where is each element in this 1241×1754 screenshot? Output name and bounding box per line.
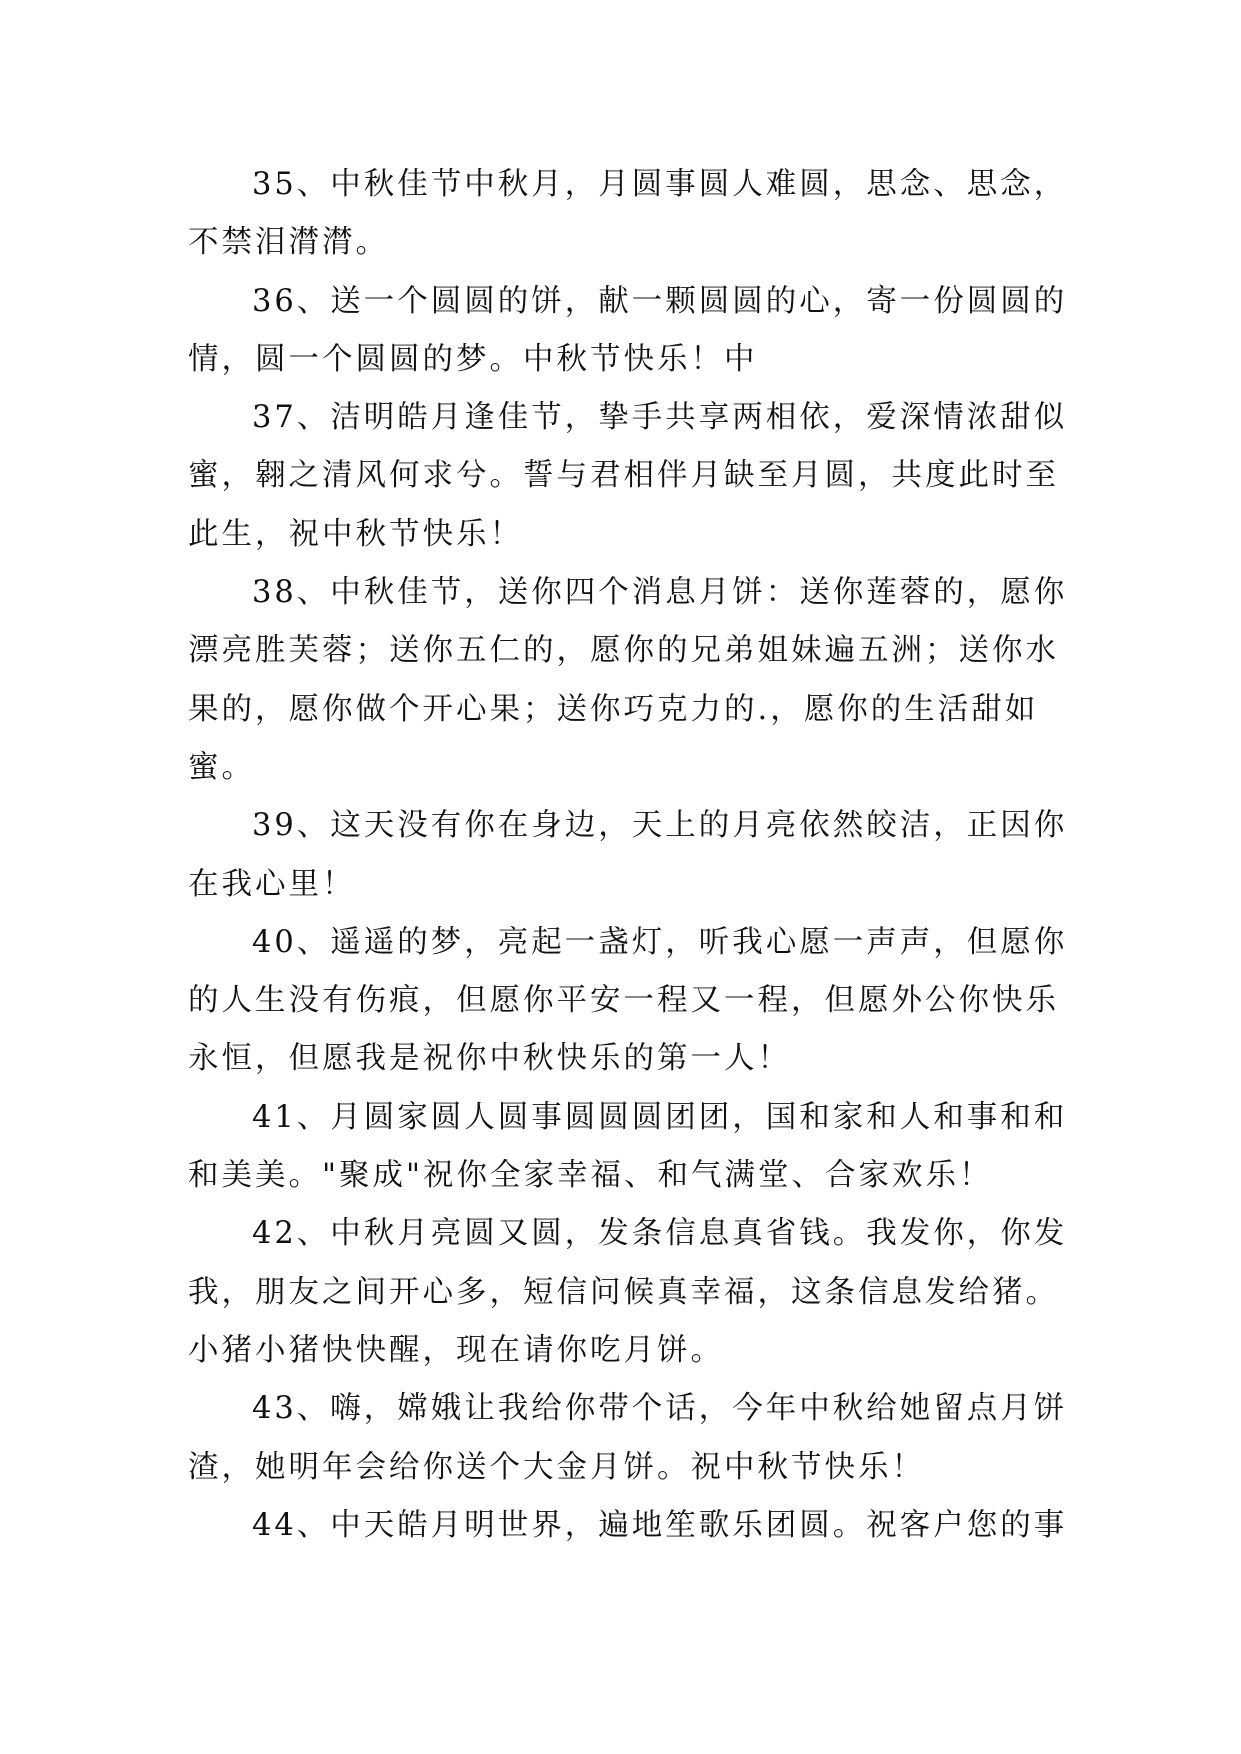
text-line: 情，圆一个圆圆的梦。中秋节快乐！中 xyxy=(188,341,758,377)
paragraph xyxy=(188,1089,1068,1206)
text-line: 不禁泪潸潸。 xyxy=(188,225,389,261)
text-line: 39、这天没有你在身边，天上的月亮依然皎洁，正因你 xyxy=(252,808,1068,844)
text-line: 41、月圆家圆人圆事圆圆圆团团，国和家和人和事和和 xyxy=(252,1099,1068,1135)
text-line: 渣，她明年会给你送个大金月饼。祝中秋节快乐！ xyxy=(188,1449,925,1485)
text-line: 漂亮胜芙蓉；送你五仁的，愿你的兄弟姐妹遍五洲；送你水 xyxy=(188,633,1059,669)
paragraph xyxy=(188,797,1068,914)
text-line: 我，朋友之间开心多，短信问候真幸福，这条信息发给猪。 xyxy=(188,1274,1059,1310)
paragraph xyxy=(188,1497,1068,1555)
text-line: 和美美。"聚成"祝你全家幸福、和气满堂、合家欢乐！ xyxy=(188,1158,993,1194)
paragraph xyxy=(188,914,1068,1089)
text-line: 蜜，翱之清风何求兮。誓与君相伴月缺至月圆，共度此时至 xyxy=(188,458,1059,494)
text-line: 在我心里！ xyxy=(188,866,356,902)
paragraph xyxy=(188,273,1068,390)
text-line: 的人生没有伤痕，但愿你平安一程又一程，但愿外公你快乐 xyxy=(188,983,1059,1019)
text-line: 40、遥遥的梦，亮起一盏灯，听我心愿一声声，但愿你 xyxy=(252,924,1068,960)
text-line: 44、中天皓月明世界，遍地笙歌乐团圆。祝客户您的事 xyxy=(252,1507,1068,1543)
paragraph xyxy=(188,1380,1068,1497)
text-line: 42、中秋月亮圆又圆，发条信息真省钱。我发你，你发 xyxy=(252,1216,1068,1252)
text-line: 永恒，但愿我是祝你中秋快乐的第一人！ xyxy=(188,1041,791,1077)
paragraph xyxy=(188,156,1068,273)
text-line: 37、洁明皓月逢佳节，挚手共享两相依，爱深情浓甜似 xyxy=(252,400,1068,436)
paragraph xyxy=(188,564,1068,797)
text-line: 小猪小猪快快醒，现在请你吃月饼。 xyxy=(188,1332,724,1368)
paragraph xyxy=(188,389,1068,564)
text-line: 蜜。 xyxy=(188,749,255,785)
paragraph xyxy=(188,1205,1068,1380)
text-line: 此生，祝中秋节快乐！ xyxy=(188,516,523,552)
document-body xyxy=(188,156,1068,1555)
text-line: 36、送一个圆圆的饼，献一颗圆圆的心，寄一份圆圆的 xyxy=(252,283,1068,319)
text-line: 38、中秋佳节，送你四个消息月饼：送你莲蓉的，愿你 xyxy=(252,575,1068,611)
text-line: 果的，愿你做个开心果；送你巧克力的.，愿你的生活甜如 xyxy=(188,691,1039,727)
text-line: 43、嗨，嫦娥让我给你带个话，今年中秋给她留点月饼 xyxy=(252,1391,1068,1427)
text-line: 35、中秋佳节中秋月，月圆事圆人难圆，思念、思念， xyxy=(252,167,1068,202)
